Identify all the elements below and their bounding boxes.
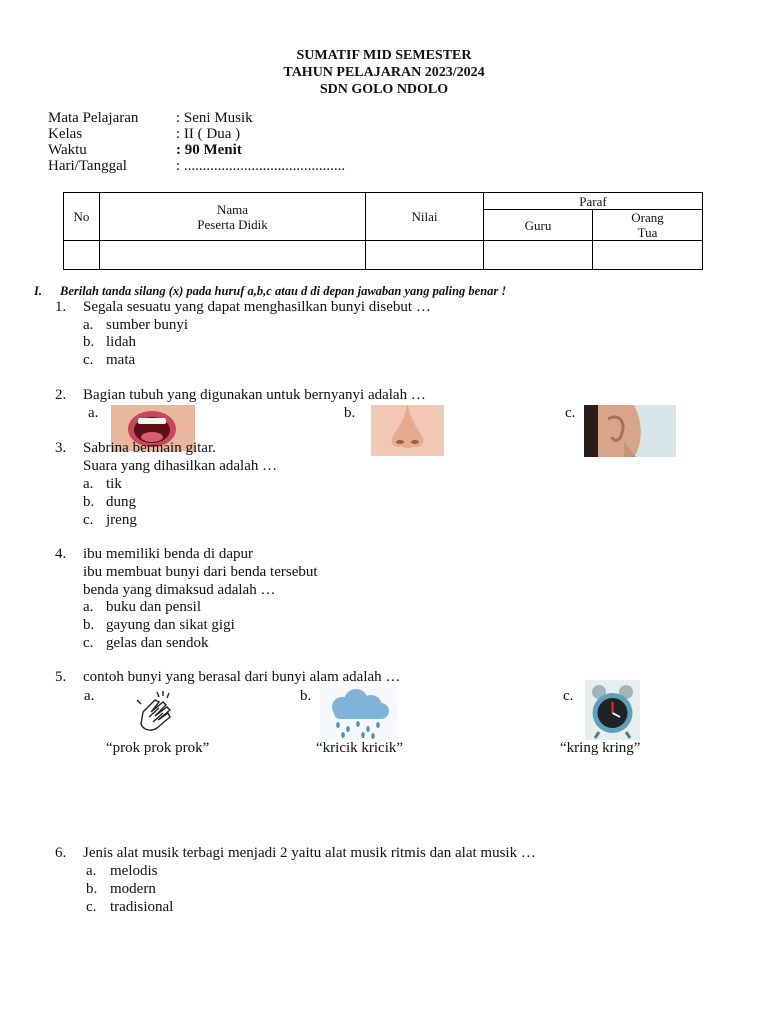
question-text: ibu memiliki benda di dapur [83, 546, 253, 562]
option-letter[interactable]: a. [88, 405, 99, 421]
option-caption: “kring kring” [560, 740, 641, 756]
option-letter[interactable]: a. [86, 863, 97, 879]
option-text[interactable]: sumber bunyi [106, 317, 189, 333]
option-text[interactable]: melodis [110, 863, 158, 879]
cell-no[interactable] [64, 241, 100, 270]
col-nama [100, 193, 366, 241]
cell-nilai[interactable] [366, 241, 484, 270]
col-guru: Guru [484, 210, 593, 241]
student-identity-table [63, 192, 703, 270]
rain-cloud-icon[interactable] [320, 687, 397, 740]
option-letter[interactable]: a. [83, 476, 94, 492]
option-text[interactable]: jreng [106, 512, 137, 528]
info-value: : ........................................... [176, 158, 346, 174]
option-letter[interactable]: b. [83, 334, 95, 350]
info-label: Kelas [48, 126, 83, 142]
option-letter[interactable]: a. [84, 688, 95, 704]
alarm-clock-icon[interactable] [585, 680, 640, 740]
title-line-3: SDN GOLO NDOLO [319, 82, 449, 97]
question-text: Suara yang dihasilkan adalah … [83, 458, 278, 474]
ear-photo-icon[interactable] [584, 405, 676, 457]
col-paraf: Paraf [484, 193, 703, 210]
option-letter[interactable]: a. [83, 599, 94, 615]
option-caption: “prok prok prok” [106, 740, 210, 756]
question-text: Segala sesuatu yang dapat menghasilkan bunyi disebut … [83, 299, 431, 315]
question-number: 2. [55, 387, 67, 403]
option-letter[interactable]: a. [83, 317, 94, 333]
question-text: contoh bunyi yang berasal dari bunyi alam adalah … [83, 669, 401, 685]
option-letter[interactable]: c. [83, 512, 94, 528]
col-nama-line2: Peserta Didik [197, 216, 268, 232]
info-value: : II ( Dua ) [176, 126, 241, 142]
option-letter[interactable]: b. [86, 881, 98, 897]
option-letter[interactable]: b. [83, 494, 95, 510]
instruction-text: Berilah tanda silang (x) pada huruf a,b,c atau d di depan jawaban yang paling benar ! [60, 284, 507, 298]
option-text[interactable]: buku dan pensil [106, 599, 201, 615]
nose-photo-icon[interactable] [371, 405, 444, 456]
col-nilai: Nilai [366, 193, 484, 241]
option-caption: “kricik kricik” [316, 740, 404, 756]
question-text: benda yang dimaksud adalah … [83, 582, 276, 598]
info-label: Hari/Tanggal [48, 158, 127, 174]
info-value: : 90 Menit [176, 142, 242, 158]
option-text[interactable]: tradisional [110, 899, 174, 915]
question-number: 1. [55, 299, 67, 315]
question-text: Sabrina bermain gitar. [83, 440, 216, 456]
option-text[interactable]: mata [106, 352, 136, 368]
option-letter[interactable]: c. [563, 688, 574, 704]
option-letter[interactable]: c. [83, 352, 94, 368]
instruction [34, 284, 506, 299]
cell-paraf-guru[interactable] [484, 241, 593, 270]
question-text: ibu membuat bunyi dari benda tersebut [83, 564, 318, 580]
cell-nama[interactable] [100, 241, 366, 270]
option-letter[interactable]: c. [83, 635, 94, 651]
info-label: Mata Pelajaran [48, 110, 139, 126]
option-text[interactable]: modern [110, 881, 156, 897]
option-letter[interactable]: b. [300, 688, 312, 704]
info-value: : Seni Musik [176, 110, 253, 126]
info-label: Waktu [48, 142, 87, 158]
option-letter[interactable]: b. [344, 405, 356, 421]
col-no: No [64, 193, 100, 241]
question-number: 4. [55, 546, 67, 562]
option-text[interactable]: dung [106, 494, 136, 510]
question-number: 6. [55, 845, 67, 861]
col-orang-line1: Orang [631, 210, 664, 225]
option-text[interactable]: gelas dan sendok [106, 635, 209, 651]
option-text[interactable]: tik [106, 476, 122, 492]
question-text: Bagian tubuh yang digunakan untuk bernyanyi adalah … [83, 387, 426, 403]
question-number: 5. [55, 669, 67, 685]
clapping-hands-icon[interactable] [133, 690, 179, 734]
option-letter[interactable]: c. [86, 899, 97, 915]
col-nama-line1: Nama [216, 201, 249, 217]
option-letter[interactable]: b. [83, 617, 95, 633]
question-text: Jenis alat musik terbagi menjadi 2 yaitu alat musik ritmis dan alat musik … [83, 845, 536, 861]
title-line-1: SUMATIF MID SEMESTER [296, 48, 472, 63]
col-orang-line2: Tua [637, 225, 658, 240]
col-orang-tua [593, 210, 703, 241]
instruction-number: I. [34, 284, 42, 298]
title-line-2: TAHUN PELAJARAN 2023/2024 [283, 65, 485, 80]
option-text[interactable]: gayung dan sikat gigi [106, 617, 235, 633]
option-letter[interactable]: c. [565, 405, 576, 421]
question-number: 3. [55, 440, 67, 456]
option-text[interactable]: lidah [106, 334, 136, 350]
cell-paraf-orang-tua[interactable] [593, 241, 703, 270]
